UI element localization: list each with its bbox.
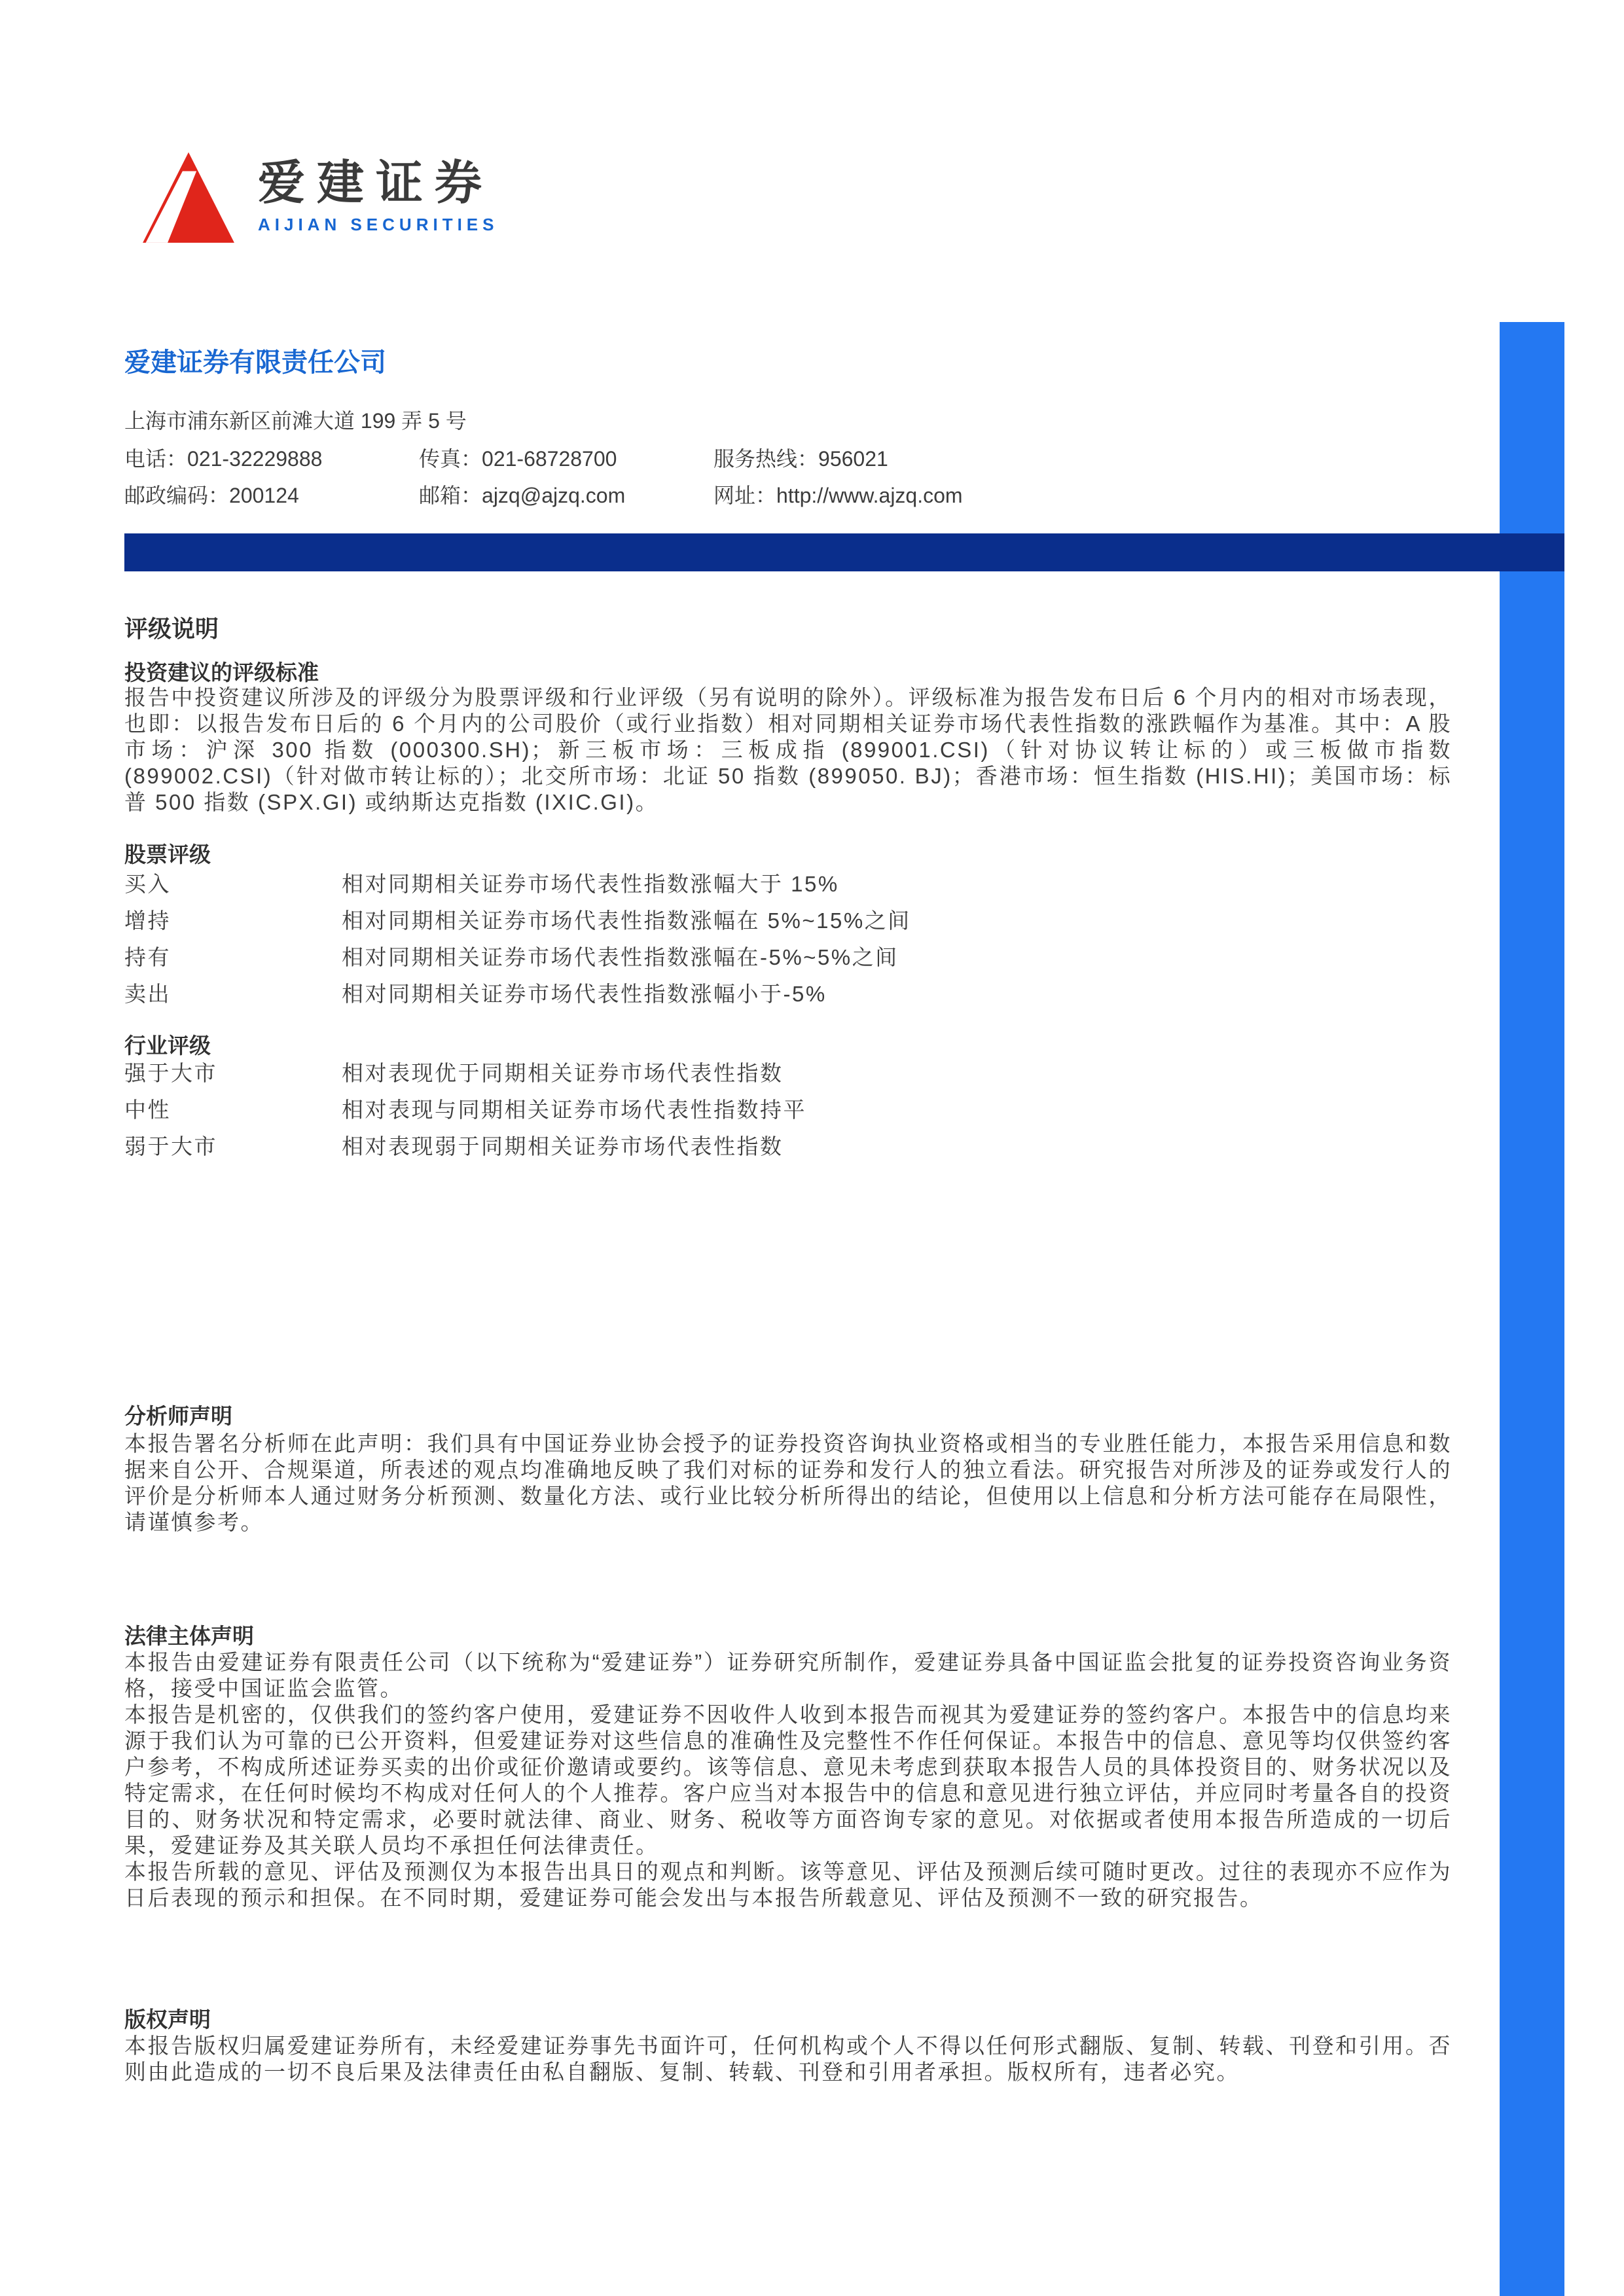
company-website bbox=[713, 479, 963, 509]
phone-label: 电话： bbox=[124, 447, 188, 471]
company-postal bbox=[124, 479, 419, 509]
stock-rating-row-buy bbox=[124, 871, 1452, 897]
stock-rating-table bbox=[124, 871, 1452, 1018]
brand-header bbox=[139, 147, 499, 247]
industry-rating-row-neutral bbox=[124, 1097, 1452, 1123]
stock-rating-title: 股票评级 bbox=[124, 842, 211, 867]
rating-section-title: 评级说明 bbox=[124, 615, 219, 642]
industry-rating-row-underperform bbox=[124, 1134, 1452, 1160]
postal-label: 邮政编码： bbox=[124, 484, 230, 507]
rating-desc: 相对同期相关证券市场代表性指数涨幅在 5%~15%之间 bbox=[342, 908, 911, 933]
rating-standard-text: 报告中投资建议所涉及的评级分为股票评级和行业评级（另有说明的除外）。评级标准为报告发布日后 6 个月内的相对市场表现，也即：以报告发布日后的 6 个月内的公司股价（或行业指数）相对同期相关证券市场代表性指数的涨跌幅作为基准。其中：A 股市场：沪深 300 指数 (000300.SH)；新三板市场：三板成指 (899001.CSI)（针对协议转让标的）或三板做市指数 (899002.CSI)（针对做市转让标的）；北交所市场：北证 50 指数 (899050. BJ)；香港市场：恒生指数 (HIS.HI)；美国市场：标普 500 指数 (SPX.GI) 或纳斯达克指数 (IXIC.GI)。 bbox=[124, 685, 1452, 814]
rating-desc: 相对同期相关证券市场代表性指数涨幅小于-5% bbox=[342, 982, 827, 1006]
industry-rating-row-outperform bbox=[124, 1060, 1452, 1086]
contact-row-1 bbox=[124, 442, 888, 473]
company-phone bbox=[124, 442, 419, 473]
rating-label: 卖出 bbox=[124, 982, 171, 1006]
industry-rating-title: 行业评级 bbox=[124, 1033, 211, 1058]
copyright-statement-title: 版权声明 bbox=[124, 2007, 211, 2032]
rating-desc: 相对同期相关证券市场代表性指数涨幅大于 15% bbox=[342, 872, 839, 896]
rating-desc: 相对表现优于同期相关证券市场代表性指数 bbox=[342, 1061, 784, 1085]
right-accent-bar bbox=[1500, 322, 1564, 2296]
divider-band bbox=[124, 533, 1564, 571]
brand-name-en: AIJIAN SECURITIES bbox=[258, 214, 499, 234]
analyst-statement-title: 分析师声明 bbox=[124, 1404, 232, 1428]
legal-paragraph: 本报告是机密的，仅供我们的签约客户使用，爱建证券不因收件人收到本报告而视其为爱建证券的签约客户。本报告中的信息均来源于我们认为可靠的已公开资料，但爱建证券对这些信息的准确性及完整性不作任何保证。本报告中的信息、意见等均仅供签约客户参考，不构成所述证券买卖的出价或征价邀请或要约。该等信息、意见未考虑到获取本报告人员的具体投资目的、财务状况以及特定需求，在任何时候均不构成对任何人的个人推荐。客户应当对本报告中的信息和意见进行独立评估，并应同时考量各自的投资目的、财务状况和特定需求，必要时就法律、商业、财务、税收等方面咨询专家的意见。对依据或者使用本报告所造成的一切后果，爱建证券及其关联人员均不承担任何法律责任。 bbox=[124, 1702, 1452, 1857]
copyright-statement-text: 本报告版权归属爱建证券所有，未经爱建证券事先书面许可，任何机构或个人不得以任何形式翻版、复制、转载、刊登和引用。否则由此造成的一切不良后果及法律责任由私自翻版、复制、转载、刊登和引用者承担。版权所有，违者必究。 bbox=[124, 2034, 1452, 2084]
rating-label: 强于大市 bbox=[124, 1061, 217, 1085]
rating-standard-title: 投资建议的评级标准 bbox=[124, 660, 319, 685]
rating-label: 中性 bbox=[124, 1098, 171, 1122]
rating-label: 持有 bbox=[124, 945, 171, 969]
hotline-label: 服务热线： bbox=[713, 447, 819, 471]
company-address: 上海市浦东新区前滩大道 199 弄 5 号 bbox=[124, 409, 467, 433]
email-value: ajzq@ajzq.com bbox=[482, 484, 626, 507]
rating-desc: 相对表现与同期相关证券市场代表性指数持平 bbox=[342, 1098, 806, 1122]
rating-label: 弱于大市 bbox=[124, 1134, 217, 1158]
brand-text bbox=[258, 156, 499, 235]
company-name: 爱建证券有限责任公司 bbox=[124, 348, 386, 377]
rating-label: 增持 bbox=[124, 908, 171, 933]
aijian-logo-icon bbox=[139, 147, 238, 247]
stock-rating-row-hold bbox=[124, 944, 1452, 971]
legal-paragraph: 本报告所载的意见、评估及预测仅为本报告出具日的观点和判断。该等意见、评估及预测后续可随时更改。过往的表现亦不应作为日后表现的预示和担保。在不同时期，爱建证券可能会发出与本报告所载意见、评估及预测不一致的研究报告。 bbox=[124, 1859, 1452, 1910]
stock-rating-row-overweight bbox=[124, 908, 1452, 934]
rating-desc: 相对同期相关证券市场代表性指数涨幅在-5%~5%之间 bbox=[342, 945, 899, 969]
rating-desc: 相对表现弱于同期相关证券市场代表性指数 bbox=[342, 1134, 784, 1158]
brand-name-cn: 爱建证券 bbox=[258, 156, 494, 209]
stock-rating-row-sell bbox=[124, 981, 1452, 1007]
fax-value: 021-68728700 bbox=[482, 447, 617, 471]
fax-label: 传真： bbox=[419, 447, 482, 471]
industry-rating-table bbox=[124, 1060, 1452, 1170]
web-value: http://www.ajzq.com bbox=[776, 484, 963, 507]
company-hotline bbox=[713, 442, 888, 473]
web-label: 网址： bbox=[713, 484, 777, 507]
phone-value: 021-32229888 bbox=[187, 447, 323, 471]
legal-paragraph: 本报告由爱建证券有限责任公司（以下统称为“爱建证券”）证券研究所制作，爱建证券具备中国证监会批复的证券投资咨询业务资格，接受中国证监会监管。 bbox=[124, 1650, 1452, 1700]
postal-value: 200124 bbox=[229, 484, 299, 507]
rating-label: 买入 bbox=[124, 872, 171, 896]
legal-statement-text bbox=[124, 1649, 1452, 1911]
email-label: 邮箱： bbox=[419, 484, 482, 507]
company-email bbox=[419, 479, 713, 509]
analyst-statement-text: 本报告署名分析师在此声明：我们具有中国证券业协会授予的证券投资咨询执业资格或相当的专业胜任能力，本报告采用信息和数据来自公开、合规渠道，所表述的观点均准确地反映了我们对标的证券和发行人的独立看法。研究报告对所涉及的证券或发行人的评价是分析师本人通过财务分析预测、数量化方法、或行业比较分析所得出的结论，但使用以上信息和分析方法可能存在局限性，请谨慎参考。 bbox=[124, 1431, 1452, 1534]
contact-row-2 bbox=[124, 479, 963, 509]
hotline-value: 956021 bbox=[818, 447, 888, 471]
legal-statement-title: 法律主体声明 bbox=[124, 1624, 254, 1648]
company-fax bbox=[419, 442, 713, 473]
